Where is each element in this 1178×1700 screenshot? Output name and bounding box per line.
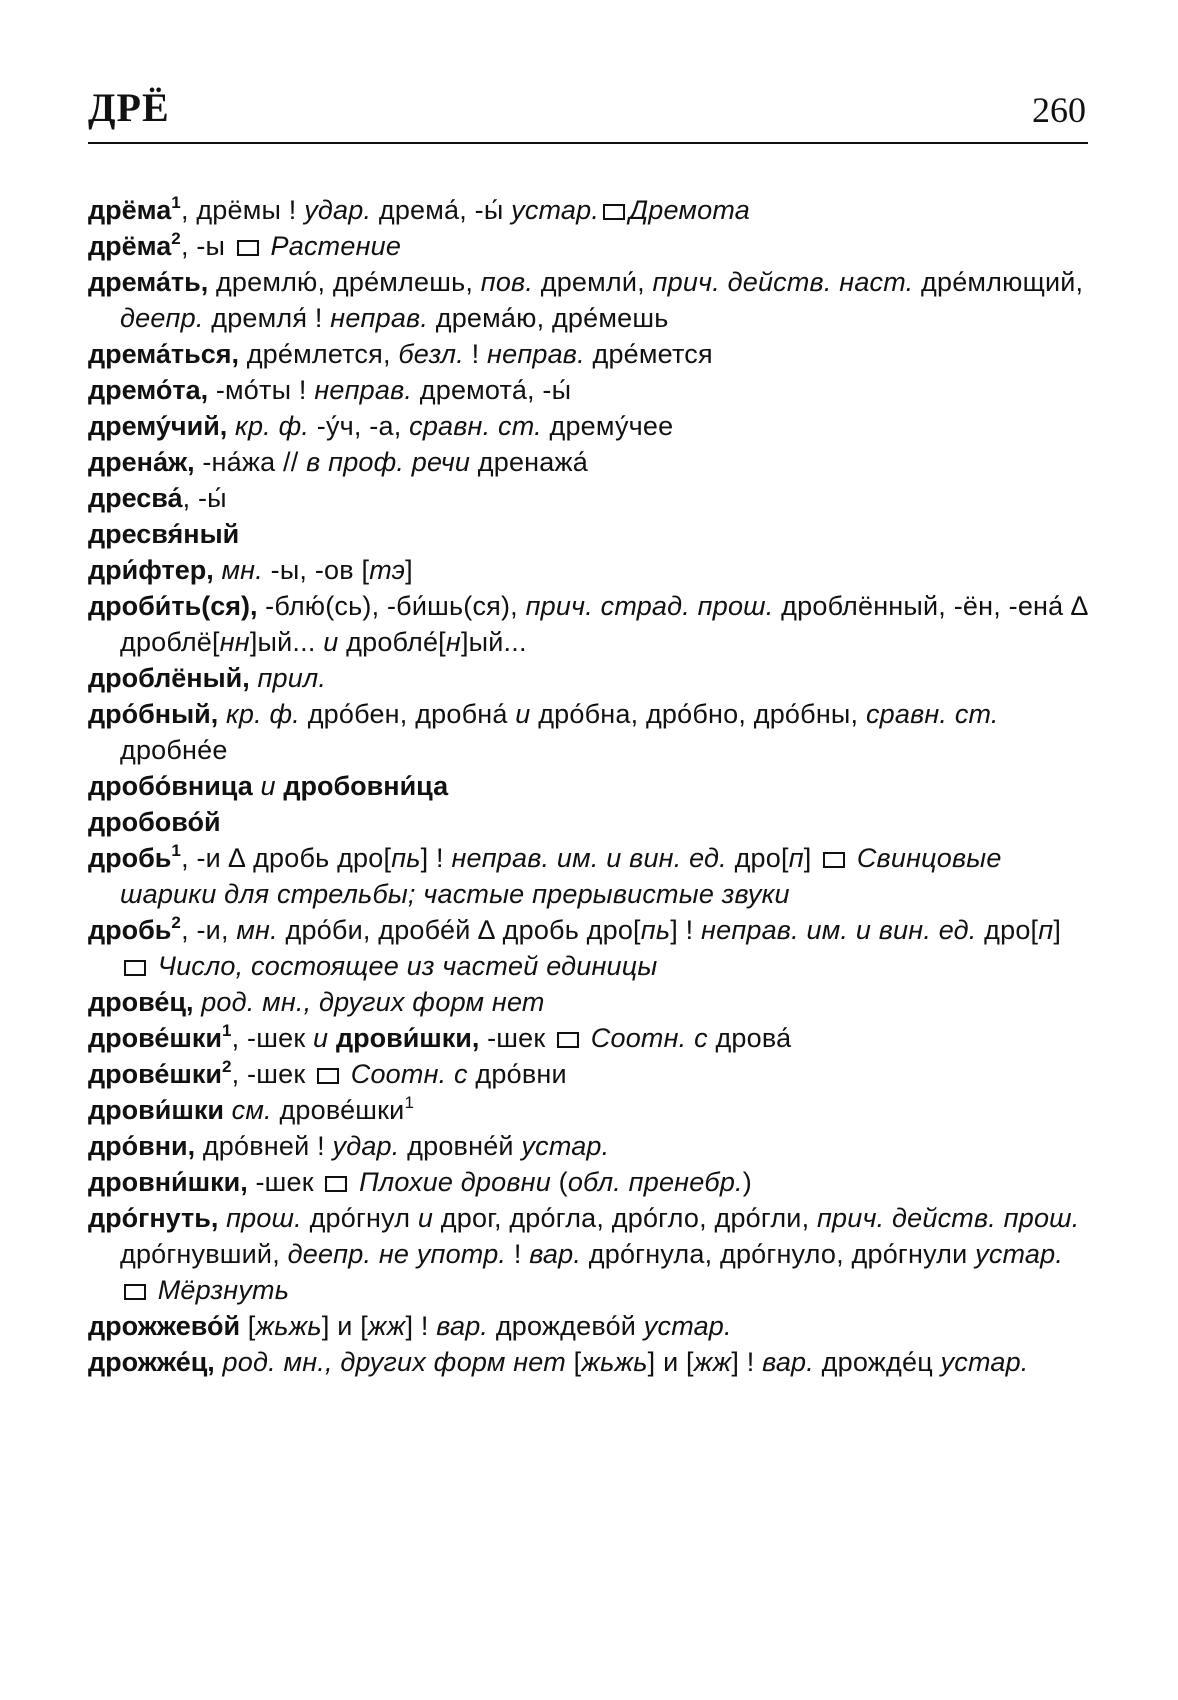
grammar-note: неправ. им. и вин. ед. <box>451 843 727 873</box>
grammar-note: мн. <box>221 555 263 585</box>
entry-text: дроблё[ <box>120 627 220 657</box>
entry-text: ! <box>463 339 488 369</box>
grammar-note: прич. страд. прош. <box>525 591 774 621</box>
entry-text: [ <box>240 1311 256 1341</box>
entry-text: дро́би, дробе́й <box>277 915 479 945</box>
entry-text: дро́вней ! <box>195 1131 333 1161</box>
headword: дробь <box>88 915 172 945</box>
grammar-note: прич. действ. наст. <box>652 267 914 297</box>
entry-text: , -ы́ <box>182 483 227 513</box>
grammar-note: пь <box>391 843 421 873</box>
headword: дроби́ть(ся), <box>88 591 258 621</box>
dictionary-entry <box>88 480 1088 516</box>
entry-text: дробне́е <box>120 735 228 765</box>
dictionary-entry <box>88 1344 1088 1380</box>
entry-text: , -и, <box>181 915 237 945</box>
entry-text: дро́бна, дро́бно, дро́бны, <box>530 699 866 729</box>
entry-text: дрог, дро́гла, дро́гло, дро́гли, <box>433 1203 817 1233</box>
grammar-note: неправ. <box>314 375 413 405</box>
dictionary-entry <box>88 372 1088 408</box>
grammar-note: жьжь <box>255 1311 322 1341</box>
entry-text: [ <box>565 1347 582 1377</box>
headword: дрови́шки <box>88 1095 224 1125</box>
dictionary-entry <box>88 804 1088 840</box>
grammar-note: устар. <box>975 1239 1064 1269</box>
dictionary-entry <box>88 552 1088 588</box>
grammar-note: устар. <box>521 1131 610 1161</box>
headword: дрёма <box>88 195 172 225</box>
homonym-index: 1 <box>404 1093 415 1112</box>
dictionary-entry <box>88 912 1088 984</box>
entry-text: дре́млющий, <box>913 267 1084 297</box>
grammar-note: жж <box>693 1347 732 1377</box>
grammar-note: обл. пренебр. <box>567 1167 743 1197</box>
grammar-note: прил. <box>257 663 327 693</box>
headword: дрове́шки <box>88 1023 222 1053</box>
entry-text: ] ! <box>405 1311 437 1341</box>
grammar-note: кр. ф. <box>235 411 310 441</box>
entry-text: дрему́чее <box>541 411 674 441</box>
entry-text: дро́гнул <box>301 1203 418 1233</box>
headword: дробо́вница <box>88 771 253 801</box>
entry-text: дрожде́ц <box>813 1347 941 1377</box>
homonym-index: 1 <box>171 841 182 860</box>
dictionary-entry <box>88 336 1088 372</box>
grammar-note: и <box>252 771 284 801</box>
headword: дрожжево́й <box>88 1311 241 1341</box>
dictionary-entry <box>88 408 1088 444</box>
entry-list <box>88 192 1088 1380</box>
grammar-note: деепр. не употр. <box>287 1239 507 1269</box>
entry-text: ]ый... <box>249 627 324 657</box>
headword: дроблёный, <box>88 663 250 693</box>
headword: дровни́шки, <box>88 1167 248 1197</box>
entry-text: дробь дро[ <box>494 915 641 945</box>
headword: дрове́ц, <box>88 987 194 1017</box>
grammar-note: нн <box>219 627 250 657</box>
entry-text: ]ый... <box>460 627 527 657</box>
entry-text: дремли́, <box>533 267 653 297</box>
grammar-note: в проф. речи <box>306 447 471 477</box>
entry-text: -шек <box>247 1167 322 1197</box>
headword: дро́бный, <box>88 699 219 729</box>
entry-text <box>215 1347 223 1377</box>
entry-text: дремота́, -ы́ <box>412 375 572 405</box>
headword: дро́вни, <box>88 1131 196 1161</box>
triangle-icon: ∆ <box>478 915 495 945</box>
entry-text: ] ! <box>731 1347 763 1377</box>
entry-text: дро́бен, дробна́ <box>300 699 516 729</box>
grammar-note: н <box>445 627 461 657</box>
grammar-note: см. <box>231 1095 272 1125</box>
definition-box-icon <box>325 1176 347 1192</box>
grammar-note: кр. ф. <box>225 699 301 729</box>
entry-text: дро[ <box>976 915 1039 945</box>
headword: дремо́та, <box>88 375 209 405</box>
grammar-note: мн. <box>236 915 278 945</box>
headword: дробово́й <box>88 807 221 837</box>
entry-text: ] ! <box>420 843 452 873</box>
entry-text <box>218 1203 226 1233</box>
dictionary-page <box>88 82 1088 1377</box>
grammar-note: устар. <box>643 1311 732 1341</box>
dictionary-entry <box>88 696 1088 768</box>
grammar-note: п <box>788 843 804 873</box>
headword: дри́фтер, <box>88 555 214 585</box>
definition-box-icon <box>124 1284 146 1300</box>
grammar-note: устар. <box>940 1347 1029 1377</box>
entry-text: дроблённый, -ён, -ена́ <box>773 591 1072 621</box>
grammar-note: удар. <box>332 1131 400 1161</box>
grammar-note: неправ. им. и вин. ед. <box>701 915 977 945</box>
entry-text: ) <box>742 1167 752 1197</box>
entry-text: ] <box>1053 915 1062 945</box>
entry-text <box>227 411 235 441</box>
entry-text: -у́ч, -а, <box>309 411 410 441</box>
dictionary-entry <box>88 192 1088 228</box>
dictionary-entry <box>88 588 1088 660</box>
grammar-note: п <box>1038 915 1054 945</box>
homonym-index: 1 <box>171 193 181 212</box>
headword: дрему́чий, <box>88 411 228 441</box>
grammar-note: Плохие дровни <box>351 1167 551 1197</box>
triangle-icon: ∆ <box>1071 591 1088 621</box>
entry-text: дренажа́ <box>470 447 588 477</box>
grammar-note: Свинцовые шарики для стрельбы; частые прерывистые звуки <box>120 843 1002 909</box>
grammar-note: сравн. ст. <box>865 699 999 729</box>
entry-text: -ы, -ов [ <box>262 555 370 585</box>
definition-box-icon <box>823 852 845 868</box>
grammar-note: тэ <box>369 555 406 585</box>
running-head <box>88 82 1088 138</box>
entry-text: дробле́[ <box>338 627 446 657</box>
headword: дробовни́ца <box>283 771 449 801</box>
dictionary-entry <box>88 264 1088 336</box>
header-rule-divider <box>88 142 1088 144</box>
entry-text: ( <box>550 1167 568 1197</box>
entry-text: , -ы <box>180 231 233 261</box>
entry-text: ! <box>506 1239 530 1269</box>
entry-text: дробь дро[ <box>245 843 392 873</box>
entry-text: дрема́ю, дре́мешь <box>428 303 669 333</box>
dictionary-entry <box>88 516 1088 552</box>
homonym-index: 2 <box>171 913 182 932</box>
entry-text: , -шек <box>231 1059 314 1089</box>
entry-text: дре́млется, <box>239 339 399 369</box>
definition-box-icon <box>124 960 146 976</box>
headword: дрожже́ц, <box>88 1347 215 1377</box>
headword: дрема́ть, <box>88 267 209 297</box>
definition-box-icon <box>237 240 259 256</box>
dictionary-entry <box>88 1200 1088 1308</box>
grammar-note: род. мн., других форм нет <box>222 1347 566 1377</box>
grammar-note: пов. <box>480 267 534 297</box>
entry-text: дро́гнувший, <box>120 1239 288 1269</box>
dictionary-entry <box>88 660 1088 696</box>
grammar-note: и <box>417 1203 434 1233</box>
entry-text: дремля́ ! <box>203 303 331 333</box>
entry-text: ] и [ <box>647 1347 694 1377</box>
entry-text: дро́гнула, дро́гнуло, дро́гнули <box>581 1239 976 1269</box>
grammar-note: жьжь <box>581 1347 648 1377</box>
entry-text: дрема́, -ы́ <box>371 195 512 225</box>
headword: дрови́шки, <box>335 1023 480 1053</box>
entry-text: дрова́ <box>707 1023 792 1053</box>
grammar-note: деепр. <box>120 303 204 333</box>
entry-text: дремлю́, дре́млешь, <box>208 267 481 297</box>
grammar-note: безл. <box>398 339 464 369</box>
grammar-note: прич. действ. прош. <box>816 1203 1080 1233</box>
entry-text: , -шек <box>231 1023 314 1053</box>
grammar-note: удар. <box>304 195 372 225</box>
entry-text: дре́мется <box>584 339 713 369</box>
grammar-note: Растение <box>262 231 402 261</box>
homonym-index: 2 <box>171 229 181 248</box>
entry-text: ] ! <box>670 915 702 945</box>
entry-text: дровне́й <box>399 1131 522 1161</box>
dictionary-entry <box>88 768 1088 804</box>
grammar-note: Соотн. с <box>583 1023 708 1053</box>
headword: дрове́шки <box>88 1059 222 1089</box>
dictionary-entry <box>88 1056 1088 1092</box>
grammar-note: и <box>313 1023 329 1053</box>
dictionary-entry <box>88 1020 1088 1056</box>
grammar-note: неправ. <box>330 303 429 333</box>
homonym-index: 1 <box>222 1021 232 1040</box>
dictionary-entry <box>88 1308 1088 1344</box>
entry-text: дрове́шки <box>271 1095 405 1125</box>
entry-text: , дрёмы ! <box>180 195 305 225</box>
definition-box-icon <box>557 1032 579 1048</box>
grammar-note: Дремота <box>629 195 750 225</box>
grammar-note: и <box>515 699 531 729</box>
dictionary-entry <box>88 984 1088 1020</box>
entry-text: ] <box>803 843 820 873</box>
definition-box-icon <box>317 1068 339 1084</box>
entry-text: -шек <box>479 1023 554 1053</box>
dictionary-entry <box>88 1164 1088 1200</box>
dictionary-entry <box>88 444 1088 480</box>
entry-text <box>328 1023 336 1053</box>
grammar-note: жж <box>367 1311 406 1341</box>
grammar-note: неправ. <box>487 339 585 369</box>
homonym-index: 2 <box>222 1057 232 1076</box>
dictionary-entry <box>88 840 1088 912</box>
entry-text: ] и [ <box>321 1311 368 1341</box>
triangle-icon: ∆ <box>228 843 246 873</box>
grammar-note: вар. <box>436 1311 489 1341</box>
grammar-note: сравн. ст. <box>409 411 542 441</box>
entry-text: дрождево́й <box>488 1311 644 1341</box>
entry-text: -мо́ты ! <box>208 375 315 405</box>
grammar-note: Число, состоящее из частей единицы <box>150 951 658 981</box>
grammar-note: устар. <box>511 195 600 225</box>
entry-text: дро́вни <box>467 1059 567 1089</box>
dictionary-entry <box>88 1128 1088 1164</box>
headword: дрема́ться, <box>88 339 240 369</box>
dictionary-entry <box>88 1092 1088 1128</box>
grammar-note: пь <box>640 915 671 945</box>
headword: дро́гнуть, <box>88 1203 219 1233</box>
grammar-note: прош. <box>226 1203 302 1233</box>
entry-text: -на́жа // <box>194 447 307 477</box>
headword: дресва́ <box>88 483 183 513</box>
headword: дресвя́ный <box>88 519 240 549</box>
grammar-note: и <box>323 627 339 657</box>
entry-text: , -и <box>181 843 229 873</box>
entry-text: -блю́(сь), -би́шь(ся), <box>257 591 526 621</box>
headword: дрена́ж, <box>88 447 195 477</box>
grammar-note: вар. <box>529 1239 582 1269</box>
headword: дробь <box>88 843 172 873</box>
entry-text: ] <box>405 555 413 585</box>
grammar-note: Соотн. с <box>343 1059 468 1089</box>
dictionary-entry <box>88 228 1088 264</box>
entry-text: дро[ <box>726 843 789 873</box>
running-head-word: ДРЁ <box>88 85 170 130</box>
grammar-note: род. мн., других форм нет <box>201 987 545 1017</box>
page-number: 260 <box>1032 90 1086 130</box>
definition-box-icon <box>603 204 625 220</box>
entry-text <box>224 1095 232 1125</box>
entry-text <box>218 699 226 729</box>
grammar-note: Мёрзнуть <box>150 1275 290 1305</box>
grammar-note: вар. <box>762 1347 814 1377</box>
headword: дрёма <box>88 231 172 261</box>
